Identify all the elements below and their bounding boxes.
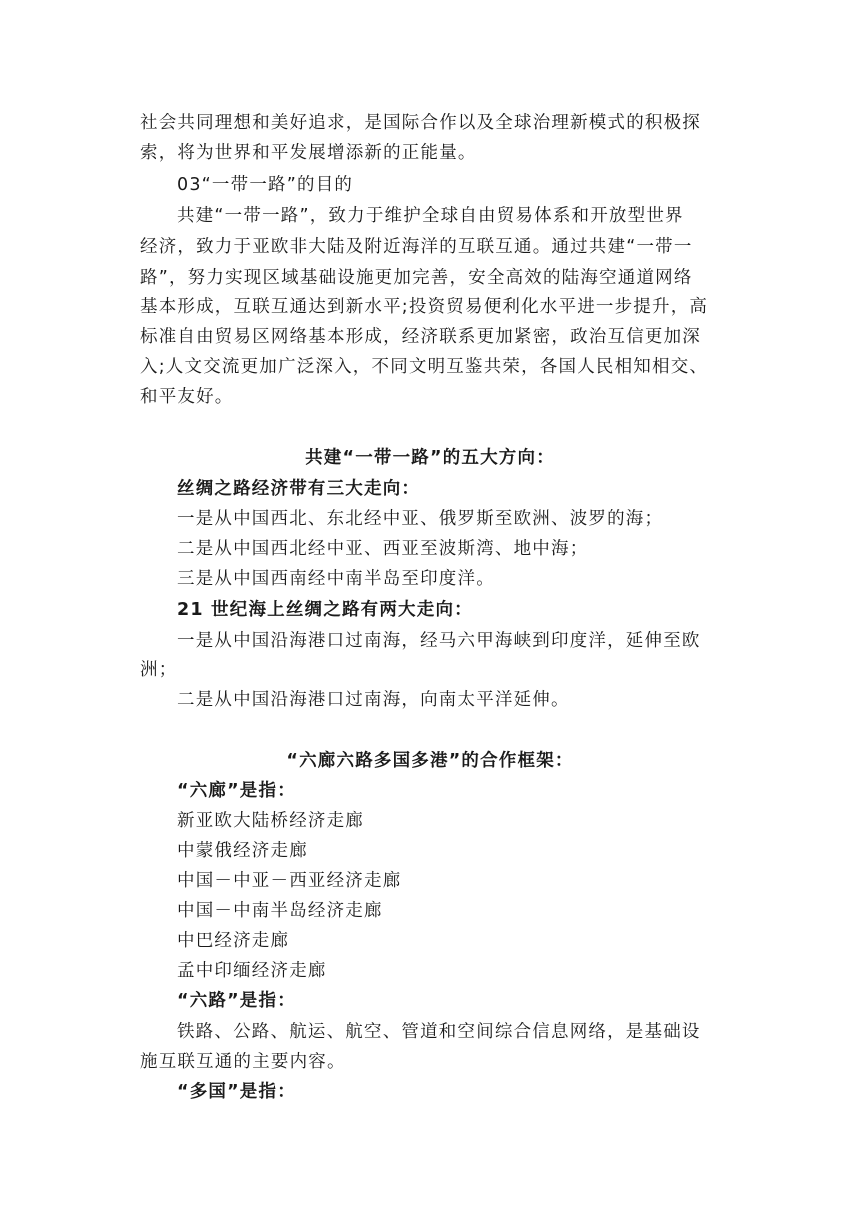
six-roads-heading: “六路”是指：	[177, 991, 296, 1011]
six-roads-text-continued: 施互联互通的主要内容。	[140, 1052, 346, 1072]
corridor-item: 中巴经济走廊	[177, 931, 290, 951]
six-corridors-heading: “六廊”是指：	[177, 781, 296, 801]
multi-countries-heading: “多国”是指：	[177, 1082, 296, 1102]
six-roads-text: 铁路、公路、航运、航空、管道和空间综合信息网络，是基础设	[177, 1022, 701, 1042]
section-03-para-line: 入;人文交流更加广泛深入，不同文明互鉴共荣，各国人民相知相交、	[140, 357, 709, 377]
corridor-item: 中国－中亚－西亚经济走廊	[177, 871, 402, 891]
framework-title: “六廊六路多国多港”的合作框架：	[286, 751, 574, 771]
maritime-road-item-continued: 洲；	[140, 660, 178, 680]
maritime-road-item: 一是从中国沿海港口过南海，经马六甲海峡到印度洋，延伸至欧	[177, 631, 701, 651]
corridor-item: 中国－中南半岛经济走廊	[177, 901, 383, 921]
corridor-item: 新亚欧大陆桥经济走廊	[177, 811, 364, 831]
silk-road-belt-item: 三是从中国西南经中南半岛至印度洋。	[177, 569, 495, 589]
silk-road-belt-heading: 丝绸之路经济带有三大走向：	[177, 479, 421, 499]
silk-road-belt-item: 一是从中国西北、东北经中亚、俄罗斯至欧洲、波罗的海；	[177, 509, 664, 529]
corridor-item: 中蒙俄经济走廊	[177, 841, 308, 861]
intro-line-1: 社会共同理想和美好追求，是国际合作以及全球治理新模式的积极探	[140, 113, 701, 133]
maritime-road-heading: 21 世纪海上丝绸之路有两大走向：	[177, 600, 473, 620]
section-03-para-line: 基本形成，互联互通达到新水平;投资贸易便利化水平进一步提升，高	[140, 297, 709, 317]
section-03-heading: 03“一带一路”的目的	[177, 175, 354, 195]
maritime-road-item: 二是从中国沿海港口过南海，向南太平洋延伸。	[177, 690, 570, 710]
section-03-para-line: 和平友好。	[140, 387, 234, 407]
intro-line-2: 索，将为世界和平发展增添新的正能量。	[140, 143, 477, 163]
section-03-para-line: 路”，努力实现区域基础设施更加完善，安全高效的陆海空通道网络	[140, 268, 693, 288]
corridor-item: 孟中印缅经济走廊	[177, 961, 327, 981]
silk-road-belt-item: 二是从中国西北经中亚、西亚至波斯湾、地中海；	[177, 539, 589, 559]
five-directions-title: 共建“一带一路”的五大方向：	[305, 448, 555, 468]
section-03-para-line: 标准自由贸易区网络基本形成，经济联系更加紧密，政治互信更加深	[140, 327, 701, 347]
section-03-para-line: 共建“一带一路”，致力于维护全球自由贸易体系和开放型世界	[177, 206, 684, 226]
section-03-para-line: 经济，致力于亚欧非大陆及附近海洋的互联互通。通过共建“一带一	[140, 237, 693, 257]
